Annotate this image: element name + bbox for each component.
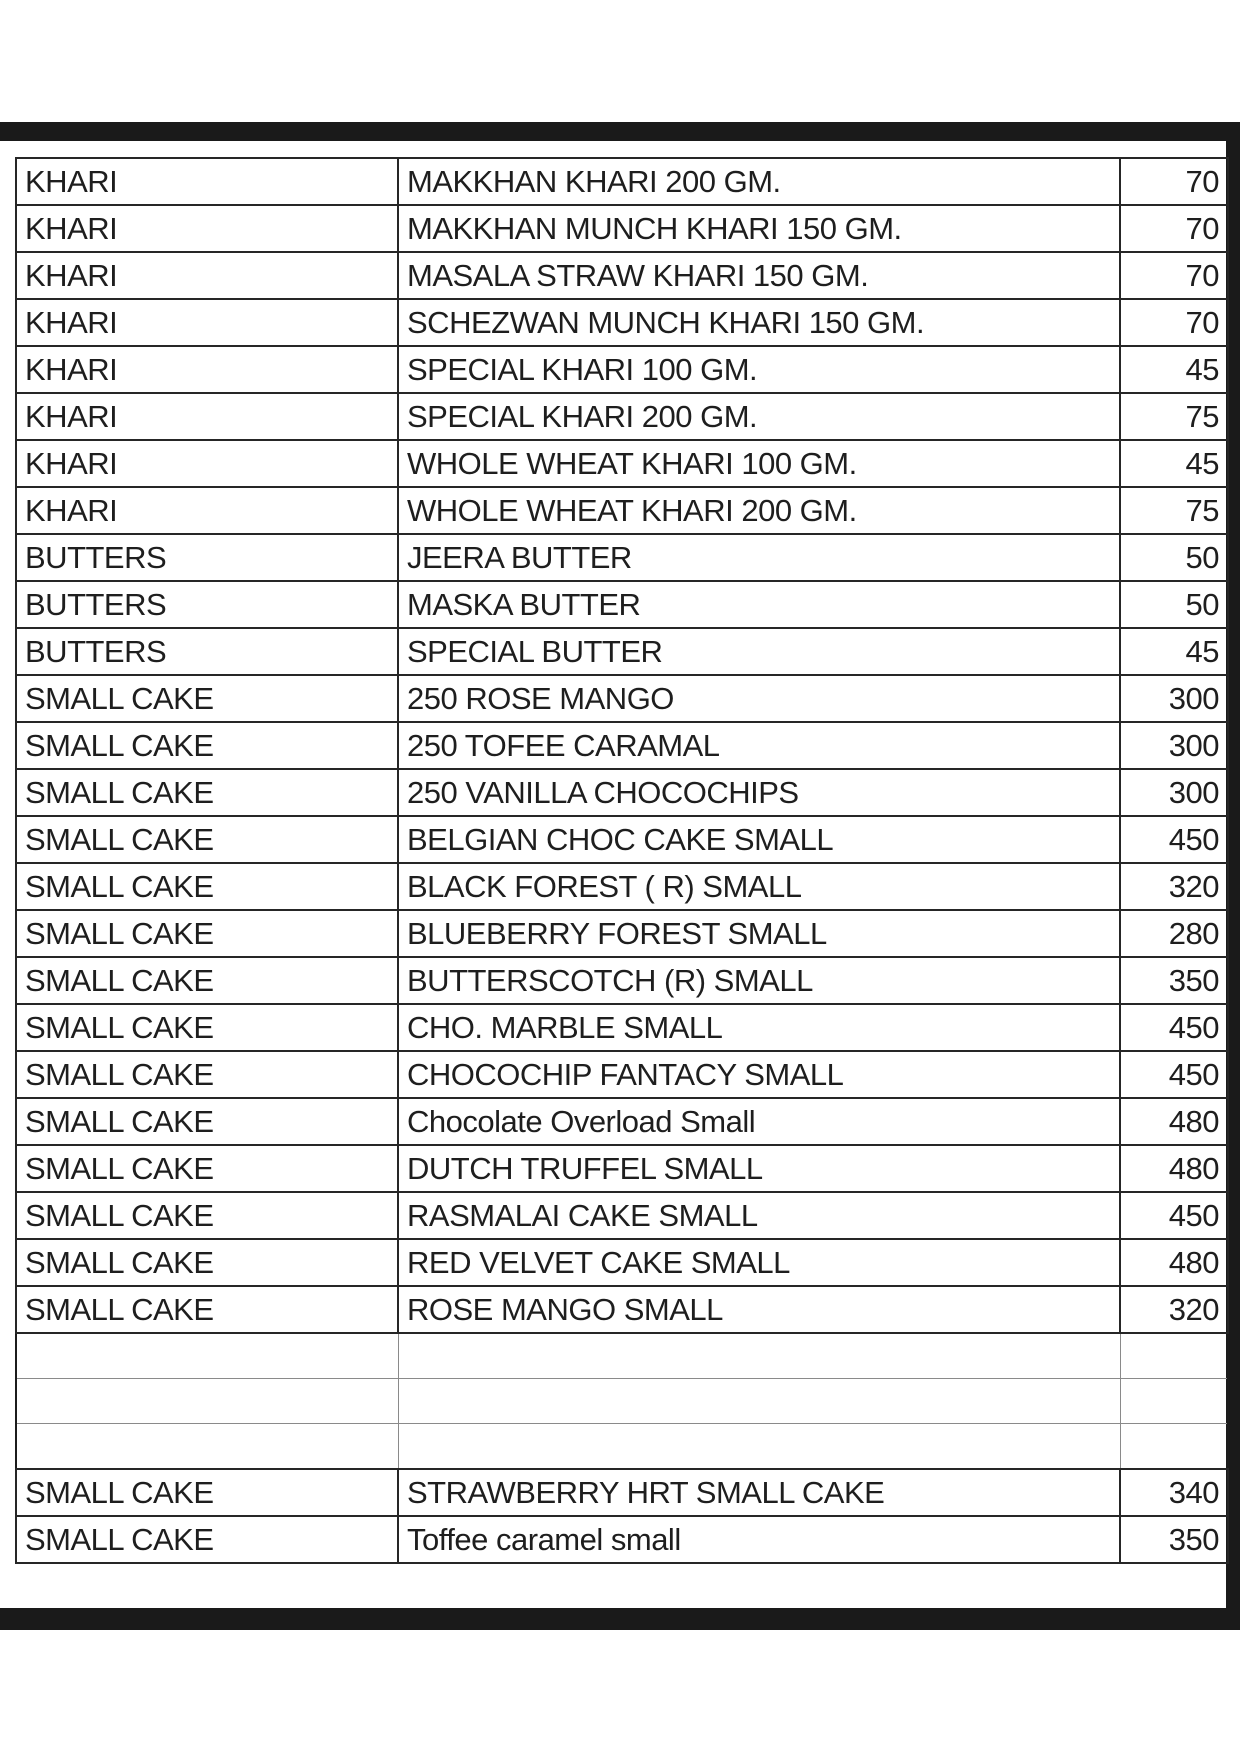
item-cell: STRAWBERRY HRT SMALL CAKE [398,1469,1120,1516]
category-cell: KHARI [16,440,398,487]
category-cell: SMALL CAKE [16,910,398,957]
item-cell: BELGIAN CHOC CAKE SMALL [398,816,1120,863]
item-cell: CHOCOCHIP FANTACY SMALL [398,1051,1120,1098]
empty-row [16,1333,1228,1379]
item-cell: 250 VANILLA CHOCOCHIPS [398,769,1120,816]
item-cell: RED VELVET CAKE SMALL [398,1239,1120,1286]
price-cell: 45 [1120,628,1228,675]
item-cell: MASALA STRAW KHARI 150 GM. [398,252,1120,299]
category-cell: SMALL CAKE [16,675,398,722]
price-cell: 450 [1120,1004,1228,1051]
price-cell: 70 [1120,299,1228,346]
table-row [16,1286,1228,1333]
price-cell: 350 [1120,957,1228,1004]
category-cell: SMALL CAKE [16,816,398,863]
category-cell: KHARI [16,346,398,393]
item-cell: JEERA BUTTER [398,534,1120,581]
table-row [16,1051,1228,1098]
table-row [16,863,1228,910]
price-cell: 70 [1120,205,1228,252]
item-cell: BLACK FOREST ( R) SMALL [398,863,1120,910]
item-cell: RASMALAI CAKE SMALL [398,1192,1120,1239]
item-cell: BUTTERSCOTCH (R) SMALL [398,957,1120,1004]
table-row [16,205,1228,252]
table-row [16,910,1228,957]
price-cell: 320 [1120,863,1228,910]
category-cell: SMALL CAKE [16,957,398,1004]
table-row [16,393,1228,440]
category-cell: KHARI [16,252,398,299]
item-cell: CHO. MARBLE SMALL [398,1004,1120,1051]
category-cell: SMALL CAKE [16,1145,398,1192]
table-row [16,346,1228,393]
item-cell: ROSE MANGO SMALL [398,1286,1120,1333]
item-cell: Chocolate Overload Small [398,1098,1120,1145]
table-row [16,1469,1228,1516]
table-row [16,1192,1228,1239]
empty-cell [16,1379,398,1424]
item-cell: MAKKHAN MUNCH KHARI 150 GM. [398,205,1120,252]
table-row [16,628,1228,675]
category-cell: BUTTERS [16,628,398,675]
table-row [16,1145,1228,1192]
price-cell: 480 [1120,1145,1228,1192]
price-cell: 300 [1120,675,1228,722]
category-cell: KHARI [16,487,398,534]
price-cell: 45 [1120,440,1228,487]
empty-cell [398,1424,1120,1470]
price-list-table [15,157,1229,1564]
price-cell: 70 [1120,158,1228,205]
table-row [16,1004,1228,1051]
item-cell: SCHEZWAN MUNCH KHARI 150 GM. [398,299,1120,346]
category-cell: SMALL CAKE [16,1192,398,1239]
item-cell: WHOLE WHEAT KHARI 100 GM. [398,440,1120,487]
empty-cell [16,1424,398,1470]
price-cell: 280 [1120,910,1228,957]
price-cell: 320 [1120,1286,1228,1333]
price-cell: 300 [1120,769,1228,816]
category-cell: KHARI [16,299,398,346]
table-row [16,299,1228,346]
table-row [16,534,1228,581]
category-cell: BUTTERS [16,581,398,628]
category-cell: SMALL CAKE [16,1004,398,1051]
empty-cell [1120,1379,1228,1424]
empty-cell [1120,1424,1228,1470]
table-row [16,816,1228,863]
price-cell: 450 [1120,1192,1228,1239]
table-row [16,1098,1228,1145]
price-cell: 350 [1120,1516,1228,1563]
price-cell: 70 [1120,252,1228,299]
item-cell: WHOLE WHEAT KHARI 200 GM. [398,487,1120,534]
empty-cell [16,1333,398,1379]
price-cell: 45 [1120,346,1228,393]
table-row [16,769,1228,816]
category-cell: SMALL CAKE [16,1051,398,1098]
category-cell: KHARI [16,158,398,205]
table-row [16,440,1228,487]
category-cell: KHARI [16,393,398,440]
table-row [16,487,1228,534]
price-cell: 50 [1120,581,1228,628]
price-cell: 50 [1120,534,1228,581]
price-cell: 450 [1120,816,1228,863]
price-cell: 75 [1120,487,1228,534]
price-cell: 480 [1120,1239,1228,1286]
category-cell: SMALL CAKE [16,722,398,769]
item-cell: MASKA BUTTER [398,581,1120,628]
table-row [16,1239,1228,1286]
item-cell: 250 ROSE MANGO [398,675,1120,722]
category-cell: SMALL CAKE [16,1286,398,1333]
table-row [16,158,1228,205]
item-cell: SPECIAL KHARI 100 GM. [398,346,1120,393]
price-list-body [16,158,1228,1563]
table-row [16,957,1228,1004]
price-cell: 300 [1120,722,1228,769]
category-cell: SMALL CAKE [16,1469,398,1516]
item-cell: 250 TOFEE CARAMAL [398,722,1120,769]
item-cell: DUTCH TRUFFEL SMALL [398,1145,1120,1192]
category-cell: SMALL CAKE [16,1098,398,1145]
table-row [16,252,1228,299]
empty-cell [1120,1333,1228,1379]
category-cell: KHARI [16,205,398,252]
item-cell: SPECIAL KHARI 200 GM. [398,393,1120,440]
table-row [16,581,1228,628]
empty-row [16,1424,1228,1470]
category-cell: SMALL CAKE [16,1239,398,1286]
item-cell: MAKKHAN KHARI 200 GM. [398,158,1120,205]
empty-row [16,1379,1228,1424]
item-cell: BLUEBERRY FOREST SMALL [398,910,1120,957]
table-row [16,675,1228,722]
category-cell: BUTTERS [16,534,398,581]
empty-cell [398,1379,1120,1424]
category-cell: SMALL CAKE [16,863,398,910]
category-cell: SMALL CAKE [16,769,398,816]
category-cell: SMALL CAKE [16,1516,398,1563]
price-cell: 480 [1120,1098,1228,1145]
price-cell: 75 [1120,393,1228,440]
price-cell: 450 [1120,1051,1228,1098]
price-cell: 340 [1120,1469,1228,1516]
table-row [16,722,1228,769]
table-row [16,1516,1228,1563]
empty-cell [398,1333,1120,1379]
item-cell: Toffee caramel small [398,1516,1120,1563]
item-cell: SPECIAL BUTTER [398,628,1120,675]
